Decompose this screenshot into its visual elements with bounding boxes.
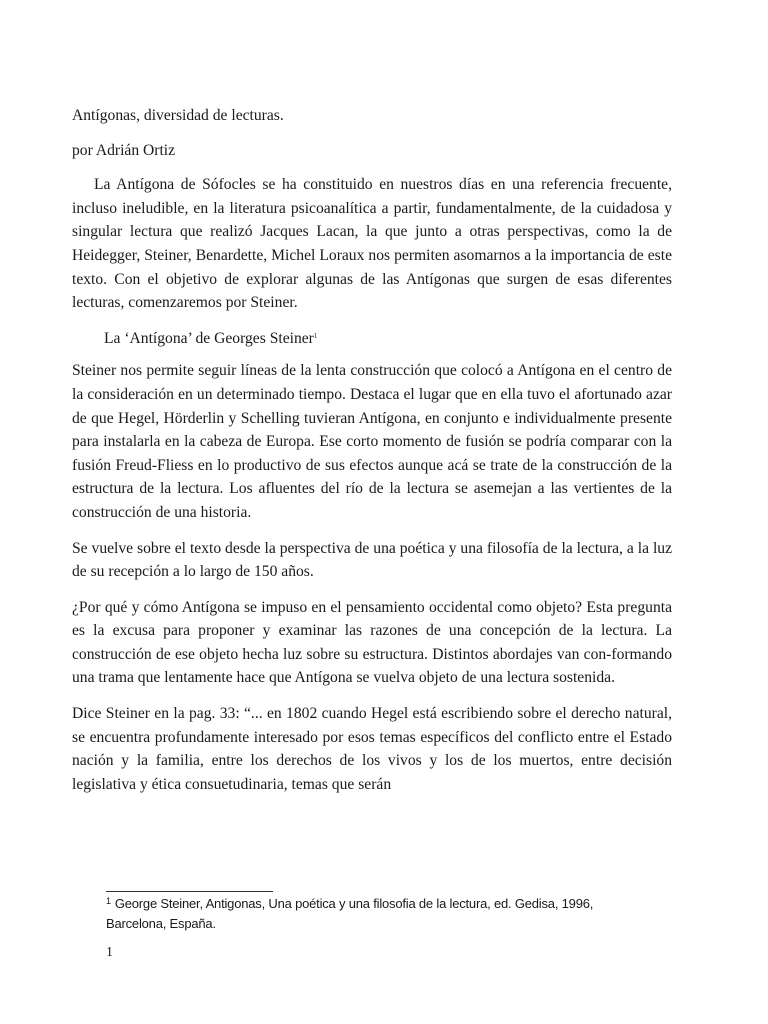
- page-number: 1: [106, 945, 113, 960]
- footnote-separator: [106, 891, 273, 892]
- footnote: [106, 894, 646, 934]
- footnote-reference: 1: [313, 331, 318, 340]
- section-heading: [104, 327, 672, 351]
- body-paragraph: ¿Por qué y cómo Antígona se impuso en el pensamiento occidental como objeto? Esta pregunta es la excusa para proponer y examinar las razones de una concepción de la lectura. La construcción de ese objeto hecha luz sobre su estructura. Distintos abordajes van con-formando una trama que lentamente hace que Antígona se vuelva objeto de una lectura sostenida.: [72, 598, 672, 687]
- body-paragraph: Steiner nos permite seguir líneas de la lenta construcción que colocó a Antígona en el centro de la consideración en un determinado tiempo. Destaca el lugar que en ella tuvo el afortunado azar de que Hegel, Hörderlin y Schelling tuvieran Antígona, en conjunto e individualmente presente para instalarla en la cabeza de Europa. Ese corto momento de fusión se podría comparar con la fusión Freud-Fliess en lo productivo de sus efectos aunque acá se trate de la construcción de la estructura de la lectura. Los afluentes del río de la lectura se asemejan a las vertientes de la construcción de una historia.: [72, 362, 672, 521]
- body-paragraph: Se vuelve sobre el texto desde la perspectiva de una poética y una filosofía de la lectura, a la luz de su recepción a lo largo de 150 años.: [72, 539, 672, 581]
- intro-paragraph: La Antígona de Sófocles se ha constituido en nuestros días en una referencia frecuente, incluso ineludible, en la literatura psicoanalítica a partir, fundamentalmente, de la cuidadosa y singular lectura que realizó Jacques Lacan, la que junto a otras perspectivas, como la de Heidegger, Steiner, Benardette, Michel Loraux nos permiten asomarnos a la importancia de este texto. Con el objetivo de explorar algunas de las Antígonas que surgen de esas diferentes lecturas, comenzaremos por Steiner.: [72, 176, 672, 312]
- section-heading-text: La ‘Antígona’ de Georges Steiner: [104, 329, 314, 347]
- document-body: [72, 104, 672, 808]
- body-paragraph: Dice Steiner en la pag. 33: “... en 1802 cuando Hegel está escribiendo sobre el derecho natural, se encuentra profundamente interesado por esos temas específicos del conflicto entre el Estado nación y la familia, entre los derechos de los vivos y los de los muertos, entre decisión legislativa y ética consuetudinaria, temas que serán: [72, 705, 672, 793]
- footnote-number: 1: [106, 896, 111, 906]
- document-author: por Adrián Ortiz: [72, 141, 176, 159]
- document-title: Antígonas, diversidad de lecturas.: [72, 107, 284, 124]
- footnote-text: George Steiner, Antigonas, Una poética y una filosofia de la lectura, ed. Gedisa, 1996, Barcelona, España.: [106, 896, 594, 931]
